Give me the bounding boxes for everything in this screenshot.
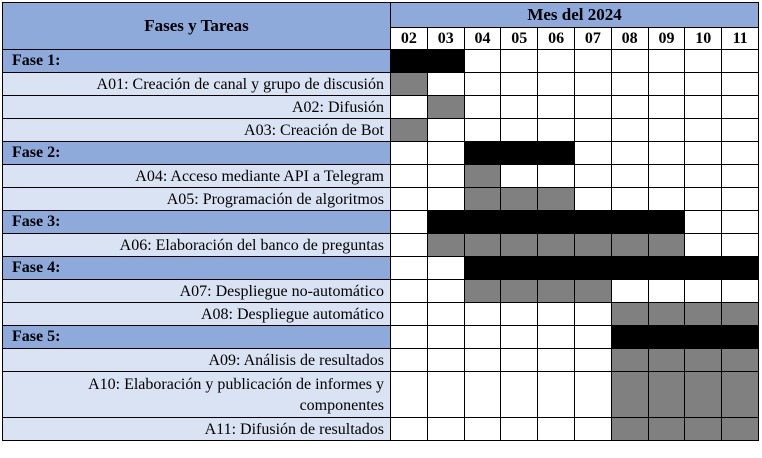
phase-row bbox=[3, 50, 759, 73]
phase-bar-cell bbox=[648, 326, 685, 349]
empty-cell bbox=[648, 50, 685, 73]
task-label: A02: Difusión bbox=[3, 96, 391, 119]
empty-cell bbox=[427, 349, 464, 372]
task-label: A01: Creación de canal y grupo de discusión bbox=[3, 73, 391, 96]
task-bar-cell bbox=[611, 303, 648, 326]
empty-cell bbox=[722, 96, 759, 119]
phase-label: Fase 3: bbox=[3, 211, 391, 234]
task-bar-cell bbox=[464, 188, 501, 211]
month-header-04: 04 bbox=[464, 28, 501, 50]
phase-bar-cell bbox=[722, 257, 759, 280]
empty-cell bbox=[648, 165, 685, 188]
empty-cell bbox=[611, 73, 648, 96]
empty-cell bbox=[574, 372, 611, 418]
empty-cell bbox=[648, 188, 685, 211]
empty-cell bbox=[427, 119, 464, 142]
empty-cell bbox=[391, 303, 428, 326]
empty-cell bbox=[391, 165, 428, 188]
empty-cell bbox=[538, 303, 575, 326]
empty-cell bbox=[427, 142, 464, 165]
phase-bar-cell bbox=[685, 326, 722, 349]
empty-cell bbox=[464, 73, 501, 96]
task-bar-cell bbox=[685, 372, 722, 418]
empty-cell bbox=[574, 119, 611, 142]
empty-cell bbox=[501, 50, 538, 73]
phase-bar-cell bbox=[685, 257, 722, 280]
task-bar-cell bbox=[391, 119, 428, 142]
phase-bar-cell bbox=[722, 326, 759, 349]
month-header-02: 02 bbox=[391, 28, 428, 50]
task-bar-cell bbox=[648, 303, 685, 326]
task-label: A08: Despliegue automático bbox=[3, 303, 391, 326]
task-row bbox=[3, 119, 759, 142]
phase-bar-cell bbox=[538, 142, 575, 165]
month-header-08: 08 bbox=[611, 28, 648, 50]
empty-cell bbox=[648, 119, 685, 142]
empty-cell bbox=[464, 303, 501, 326]
empty-cell bbox=[391, 96, 428, 119]
task-row bbox=[3, 372, 759, 418]
task-bar-cell bbox=[685, 303, 722, 326]
months-header: Mes del 2024 bbox=[391, 3, 759, 28]
task-bar-cell bbox=[648, 234, 685, 257]
empty-cell bbox=[501, 73, 538, 96]
task-bar-cell bbox=[611, 234, 648, 257]
month-header-06: 06 bbox=[538, 28, 575, 50]
empty-cell bbox=[538, 349, 575, 372]
phase-bar-cell bbox=[501, 211, 538, 234]
empty-cell bbox=[722, 280, 759, 303]
empty-cell bbox=[501, 326, 538, 349]
phase-row bbox=[3, 142, 759, 165]
empty-cell bbox=[648, 280, 685, 303]
phase-bar-cell bbox=[427, 211, 464, 234]
empty-cell bbox=[538, 165, 575, 188]
month-header-07: 07 bbox=[574, 28, 611, 50]
task-bar-cell bbox=[648, 418, 685, 441]
empty-cell bbox=[427, 418, 464, 441]
empty-cell bbox=[722, 73, 759, 96]
task-bar-cell bbox=[391, 73, 428, 96]
task-bar-cell bbox=[501, 234, 538, 257]
task-label: A04: Acceso mediante API a Telegram bbox=[3, 165, 391, 188]
empty-cell bbox=[391, 418, 428, 441]
phase-label: Fase 2: bbox=[3, 142, 391, 165]
empty-cell bbox=[501, 96, 538, 119]
task-label: A06: Elaboración del banco de preguntas bbox=[3, 234, 391, 257]
phase-label: Fase 5: bbox=[3, 326, 391, 349]
empty-cell bbox=[538, 326, 575, 349]
empty-cell bbox=[685, 234, 722, 257]
task-bar-cell bbox=[722, 303, 759, 326]
task-row bbox=[3, 303, 759, 326]
task-bar-cell bbox=[685, 418, 722, 441]
month-header-10: 10 bbox=[685, 28, 722, 50]
empty-cell bbox=[501, 303, 538, 326]
phase-bar-cell bbox=[611, 326, 648, 349]
empty-cell bbox=[464, 418, 501, 441]
gantt-body bbox=[3, 50, 759, 441]
empty-cell bbox=[427, 188, 464, 211]
empty-cell bbox=[648, 96, 685, 119]
phase-bar-cell bbox=[464, 211, 501, 234]
empty-cell bbox=[574, 188, 611, 211]
empty-cell bbox=[611, 50, 648, 73]
phase-label: Fase 1: bbox=[3, 50, 391, 73]
task-label: A11: Difusión de resultados bbox=[3, 418, 391, 441]
empty-cell bbox=[427, 165, 464, 188]
phase-bar-cell bbox=[391, 50, 428, 73]
task-bar-cell bbox=[722, 349, 759, 372]
task-row bbox=[3, 234, 759, 257]
month-header-05: 05 bbox=[501, 28, 538, 50]
empty-cell bbox=[722, 234, 759, 257]
phase-bar-cell bbox=[648, 257, 685, 280]
empty-cell bbox=[464, 326, 501, 349]
task-bar-cell bbox=[538, 234, 575, 257]
month-header-11: 11 bbox=[722, 28, 759, 50]
phase-bar-cell bbox=[574, 211, 611, 234]
empty-cell bbox=[427, 303, 464, 326]
task-row bbox=[3, 280, 759, 303]
empty-cell bbox=[427, 326, 464, 349]
empty-cell bbox=[464, 96, 501, 119]
empty-cell bbox=[464, 50, 501, 73]
empty-cell bbox=[391, 188, 428, 211]
empty-cell bbox=[574, 326, 611, 349]
empty-cell bbox=[611, 188, 648, 211]
empty-cell bbox=[427, 280, 464, 303]
task-label: A07: Despliegue no-automático bbox=[3, 280, 391, 303]
empty-cell bbox=[574, 96, 611, 119]
empty-cell bbox=[685, 119, 722, 142]
empty-cell bbox=[464, 119, 501, 142]
empty-cell bbox=[538, 50, 575, 73]
empty-cell bbox=[427, 257, 464, 280]
phase-bar-cell bbox=[538, 211, 575, 234]
tasks-column-header: Fases y Tareas bbox=[3, 3, 391, 50]
task-label: A03: Creación de Bot bbox=[3, 119, 391, 142]
gantt-table bbox=[2, 2, 759, 441]
task-bar-cell bbox=[538, 280, 575, 303]
task-bar-cell bbox=[722, 372, 759, 418]
task-bar-cell bbox=[464, 234, 501, 257]
empty-cell bbox=[611, 142, 648, 165]
empty-cell bbox=[574, 73, 611, 96]
empty-cell bbox=[391, 349, 428, 372]
empty-cell bbox=[391, 257, 428, 280]
empty-cell bbox=[648, 73, 685, 96]
task-bar-cell bbox=[464, 280, 501, 303]
task-bar-cell bbox=[464, 165, 501, 188]
task-label: A09: Análisis de resultados bbox=[3, 349, 391, 372]
empty-cell bbox=[538, 73, 575, 96]
phase-bar-cell bbox=[464, 142, 501, 165]
empty-cell bbox=[501, 372, 538, 418]
empty-cell bbox=[722, 188, 759, 211]
task-label: A10: Elaboración y publicación de informes y componentes bbox=[3, 372, 391, 418]
empty-cell bbox=[538, 372, 575, 418]
task-bar-cell bbox=[501, 188, 538, 211]
phase-bar-cell bbox=[427, 50, 464, 73]
empty-cell bbox=[722, 165, 759, 188]
empty-cell bbox=[611, 119, 648, 142]
task-bar-cell bbox=[685, 349, 722, 372]
month-header-09: 09 bbox=[648, 28, 685, 50]
task-bar-cell bbox=[427, 234, 464, 257]
empty-cell bbox=[538, 418, 575, 441]
task-row bbox=[3, 165, 759, 188]
empty-cell bbox=[391, 280, 428, 303]
empty-cell bbox=[501, 349, 538, 372]
empty-cell bbox=[685, 50, 722, 73]
task-row bbox=[3, 188, 759, 211]
task-row bbox=[3, 418, 759, 441]
empty-cell bbox=[722, 50, 759, 73]
empty-cell bbox=[611, 280, 648, 303]
phase-bar-cell bbox=[611, 257, 648, 280]
empty-cell bbox=[722, 119, 759, 142]
task-bar-cell bbox=[611, 372, 648, 418]
task-bar-cell bbox=[538, 188, 575, 211]
empty-cell bbox=[574, 165, 611, 188]
empty-cell bbox=[648, 142, 685, 165]
empty-cell bbox=[391, 211, 428, 234]
task-bar-cell bbox=[648, 349, 685, 372]
task-row bbox=[3, 73, 759, 96]
empty-cell bbox=[611, 96, 648, 119]
task-bar-cell bbox=[501, 280, 538, 303]
empty-cell bbox=[685, 211, 722, 234]
empty-cell bbox=[574, 418, 611, 441]
phase-bar-cell bbox=[501, 257, 538, 280]
empty-cell bbox=[611, 165, 648, 188]
empty-cell bbox=[722, 211, 759, 234]
empty-cell bbox=[464, 349, 501, 372]
empty-cell bbox=[391, 142, 428, 165]
empty-cell bbox=[391, 372, 428, 418]
empty-cell bbox=[722, 142, 759, 165]
phase-bar-cell bbox=[538, 257, 575, 280]
phase-label: Fase 4: bbox=[3, 257, 391, 280]
task-bar-cell bbox=[648, 372, 685, 418]
task-label: A05: Programación de algoritmos bbox=[3, 188, 391, 211]
task-row bbox=[3, 349, 759, 372]
empty-cell bbox=[685, 280, 722, 303]
phase-bar-cell bbox=[574, 257, 611, 280]
empty-cell bbox=[501, 418, 538, 441]
phase-row bbox=[3, 326, 759, 349]
empty-cell bbox=[391, 234, 428, 257]
empty-cell bbox=[685, 73, 722, 96]
empty-cell bbox=[538, 96, 575, 119]
task-bar-cell bbox=[574, 280, 611, 303]
empty-cell bbox=[574, 349, 611, 372]
phase-row bbox=[3, 257, 759, 280]
month-header-03: 03 bbox=[427, 28, 464, 50]
task-bar-cell bbox=[611, 418, 648, 441]
empty-cell bbox=[685, 142, 722, 165]
phase-bar-cell bbox=[501, 142, 538, 165]
task-bar-cell bbox=[611, 349, 648, 372]
task-bar-cell bbox=[574, 234, 611, 257]
empty-cell bbox=[574, 303, 611, 326]
empty-cell bbox=[427, 372, 464, 418]
empty-cell bbox=[685, 165, 722, 188]
empty-cell bbox=[464, 372, 501, 418]
phase-bar-cell bbox=[611, 211, 648, 234]
phase-bar-cell bbox=[648, 211, 685, 234]
empty-cell bbox=[501, 165, 538, 188]
task-row bbox=[3, 96, 759, 119]
empty-cell bbox=[427, 73, 464, 96]
empty-cell bbox=[685, 188, 722, 211]
empty-cell bbox=[574, 50, 611, 73]
phase-bar-cell bbox=[464, 257, 501, 280]
task-bar-cell bbox=[722, 418, 759, 441]
empty-cell bbox=[538, 119, 575, 142]
empty-cell bbox=[685, 96, 722, 119]
empty-cell bbox=[501, 119, 538, 142]
phase-row bbox=[3, 211, 759, 234]
empty-cell bbox=[391, 326, 428, 349]
task-bar-cell bbox=[427, 96, 464, 119]
empty-cell bbox=[574, 142, 611, 165]
